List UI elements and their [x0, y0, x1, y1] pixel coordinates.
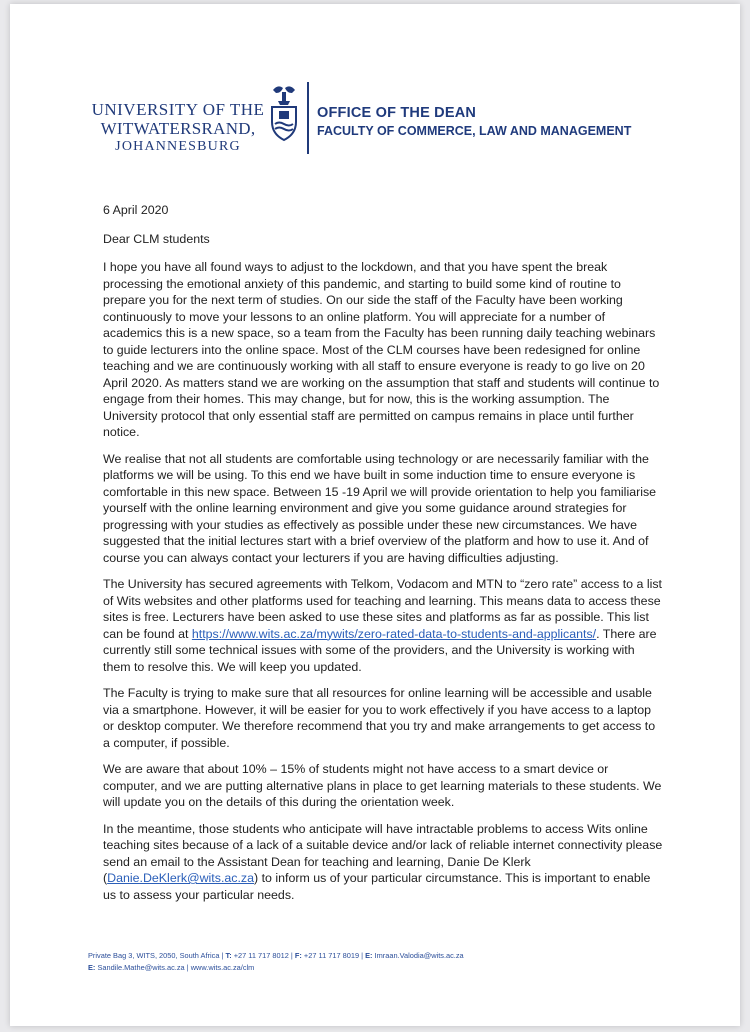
- footer-website[interactable]: www.wits.ac.za/clm: [190, 963, 255, 972]
- assistant-dean-email-link[interactable]: Danie.DeKlerk@wits.ac.za: [107, 871, 255, 885]
- office-title: OFFICE OF THE DEAN: [317, 105, 477, 121]
- university-name-line1: UNIVERSITY OF THE: [91, 100, 265, 119]
- paragraph-6-text-b: ) to inform us of your particular circumstance. This is important to enable us to assess your particular needs.: [103, 871, 651, 902]
- footer-email1[interactable]: Imraan.Valodia@wits.ac.za: [372, 951, 464, 960]
- footer-separator: |: [184, 963, 191, 972]
- zero-rated-sites-link[interactable]: https://www.wits.ac.za/mywits/zero-rated-data-to-students-and-applicants/: [191, 626, 597, 641]
- letter-body: [103, 202, 663, 913]
- university-name-line3: JOHANNESBURG: [115, 139, 241, 154]
- footer-phone: +27 11 717 8012: [231, 951, 289, 960]
- footer-email2-label: E:: [88, 963, 96, 972]
- footer-separator: |: [219, 951, 226, 960]
- paragraph-6-text-a: In the meantime, those students who anticipate will have intractable problems to access Wits online teaching sites because of a lack of a suitable device and/or lack of reliable internet connectivity please send an email to the Assistant Dean for teaching and learning, Danie De Klerk (: [103, 821, 663, 885]
- university-name-line2: WITWATERSRAND,: [100, 119, 256, 138]
- paragraph-3-text-a: The University has secured agreements with Telkom, Vodacom and MTN to “zero rate” access to a list of Wits websites and other platforms used for teaching and learning. This means data to access these sites is free. Lecturers have been asked to use these sites and platforms as far as possible. This list can be found at: [103, 577, 662, 641]
- footer-phone-label: T:: [225, 951, 232, 960]
- salutation: Dear CLM students: [103, 231, 210, 246]
- footer-line-2: [88, 962, 688, 974]
- paragraph-4: The Faculty is trying to make sure that all resources for online learning will be accessible and usable via a smartphone. However, it will be easier for you to work effectively if you have access to a laptop or desktop computer. We therefore recommend that you try and make arrangements to get access to a computer, if possible.: [103, 686, 656, 750]
- office-block: [317, 104, 631, 140]
- footer-fax-label: F:: [294, 951, 302, 960]
- faculty-name: FACULTY OF COMMERCE, LAW AND MANAGEMENT: [317, 124, 632, 138]
- letter-date: 6 April 2020: [103, 203, 169, 217]
- footer-email1-label: E:: [365, 951, 373, 960]
- letter-footer: [88, 950, 688, 974]
- university-logotype: [88, 100, 268, 156]
- paragraph-3: [103, 576, 663, 675]
- footer-address: Private Bag 3, WITS, 2050, South Africa: [88, 951, 220, 960]
- paragraph-1: I hope you have all found ways to adjust to the lockdown, and that you have spent the break processing the emotional anxiety of this pandemic, and starting to build some kind of routine to prepare you for the next term of studies. On our side the staff of the Faculty have been working continuously to move your lessons to an online platform. You will appreciate for a number of academics this is a new space, so a team from the Faculty has been running daily teaching webinars to guide lecturers into the online space. Most of the CLM courses have been redesigned for online teaching and we are continuously working with all staff to ensure everyone is ready to go live on 20 April 2020. As matters stand we are working on the assumption that staff and students will continue to engage from their homes. This may change, but for now, this is the working assumption. The University protocol that only essential staff are permitted on campus remains in place until further notice.: [103, 260, 660, 439]
- letter-page: [10, 4, 740, 1026]
- footer-fax: +27 11 717 8019: [301, 951, 360, 960]
- paragraph-6: [103, 821, 663, 904]
- letterhead: [88, 82, 648, 160]
- footer-email2[interactable]: Sandile.Mathe@wits.ac.za: [95, 963, 185, 972]
- paragraph-5: We are aware that about 10% – 15% of students might not have access to a smart device or computer, and we are putting alternative plans in place to get learning materials to these students. We will update you on the details of this during the orientation week.: [103, 762, 662, 809]
- paragraph-2: We realise that not all students are comfortable using technology or are necessarily familiar with the platforms we will be using. To this end we have built in some induction time to ensure everyone is comfortable in this new space. Between 15 -19 April we will provide orientation to help you familiarise yourself with the online learning environment and give you some guidance around strategies for progressing with your studies as effectively as possible under these new circumstances. We have suggested that the initial lectures start with a brief overview of the platform and how to use it. And of course you can always contact your lecturers if you are having difficulties adjusting.: [103, 451, 657, 565]
- footer-separator: |: [359, 951, 366, 960]
- paragraph-3-text-b: . There are currently still some technical issues with some of the providers, and the University is working with them to resolve this. We will keep you updated.: [103, 626, 657, 674]
- university-crest-icon: [269, 84, 299, 146]
- footer-line-1: [88, 950, 688, 962]
- letterhead-divider: [307, 82, 309, 154]
- footer-separator: |: [288, 951, 295, 960]
